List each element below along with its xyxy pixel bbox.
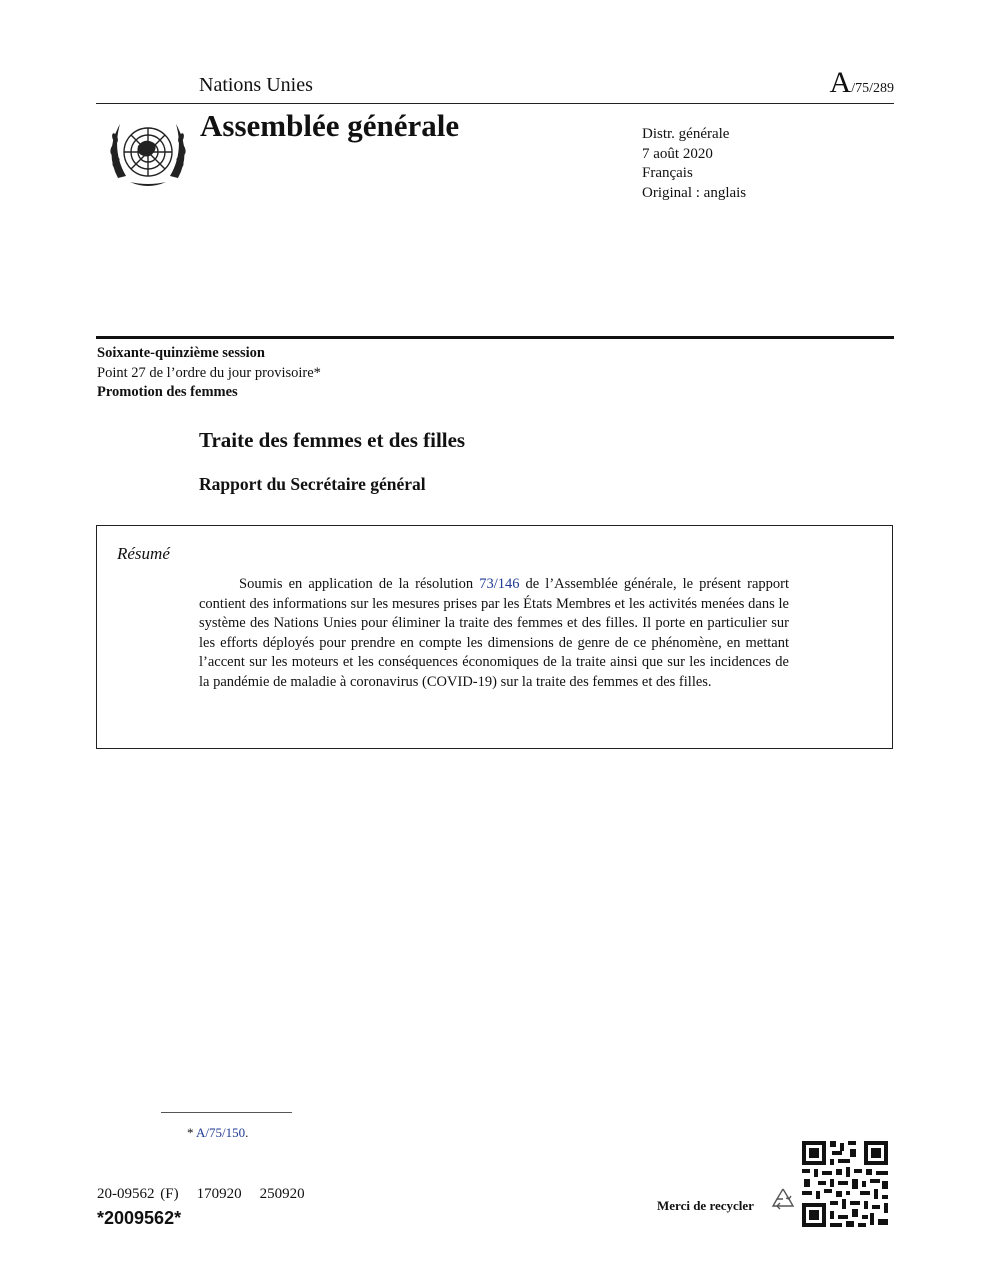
header-rule	[96, 103, 894, 104]
body-name: Assemblée générale	[200, 108, 460, 143]
job-date-2: 250920	[259, 1186, 305, 1202]
recycle-text: Merci de recycler	[657, 1198, 754, 1213]
document-title: Traite des femmes et des filles	[199, 428, 466, 452]
distribution-date: 7 août 2020	[642, 145, 713, 162]
session-block	[97, 344, 321, 403]
session-rule	[96, 336, 894, 339]
qr-code-icon[interactable]	[800, 1139, 890, 1229]
barcode-text: *2009562*	[97, 1208, 182, 1228]
document-symbol-number: /75/289	[851, 81, 894, 96]
original-language: Original : anglais	[642, 184, 747, 201]
distribution-type: Distr. générale	[642, 126, 730, 142]
resolution-link[interactable]: 73/146	[479, 576, 520, 592]
un-emblem-icon	[102, 112, 194, 194]
agenda-item: Point 27 de l’ordre du jour provisoire*	[97, 364, 321, 381]
footnote-end: .	[245, 1125, 249, 1140]
document-subtitle: Rapport du Secrétaire général	[199, 474, 426, 494]
organization-name: Nations Unies	[199, 74, 313, 96]
summary-paragraph	[199, 575, 789, 693]
document-symbol	[830, 66, 894, 100]
summary-text-start: Soumis en application de la résolution	[239, 576, 480, 592]
agenda-topic: Promotion des femmes	[97, 384, 238, 400]
footnote-marker: *	[187, 1125, 197, 1140]
job-number: 20-09562 (F)	[97, 1186, 179, 1202]
footnote-link[interactable]: A/75/150	[196, 1125, 246, 1140]
distribution-language: Français	[642, 165, 693, 181]
recycle-icon	[767, 1184, 799, 1216]
job-date-1: 170920	[196, 1186, 242, 1202]
document-symbol-prefix: A	[829, 66, 852, 99]
session-name: Soixante-quinzième session	[97, 345, 265, 361]
summary-heading: Résumé	[117, 544, 170, 563]
job-number-line	[97, 1186, 323, 1203]
distribution-block	[642, 125, 746, 203]
footnote-rule	[161, 1112, 292, 1113]
summary-text-rest: de l’Assemblée générale, le présent rapport contient des informations sur les mesures prises par les États Membres et les activités menées dans le système des Nations Unies pour éliminer la traite des femmes et des filles. Il porte en particulier sur les efforts déployés pour prendre en compte les dimensions de genre de ce phénomène, en mettant l’accent sur les moteurs et les conséquences économiques de la traite ainsi que sur les incidences de la pandémie de maladie à coronavirus (COVID-19) sur la traite des femmes et des filles.	[199, 576, 789, 690]
footnote	[187, 1125, 248, 1141]
